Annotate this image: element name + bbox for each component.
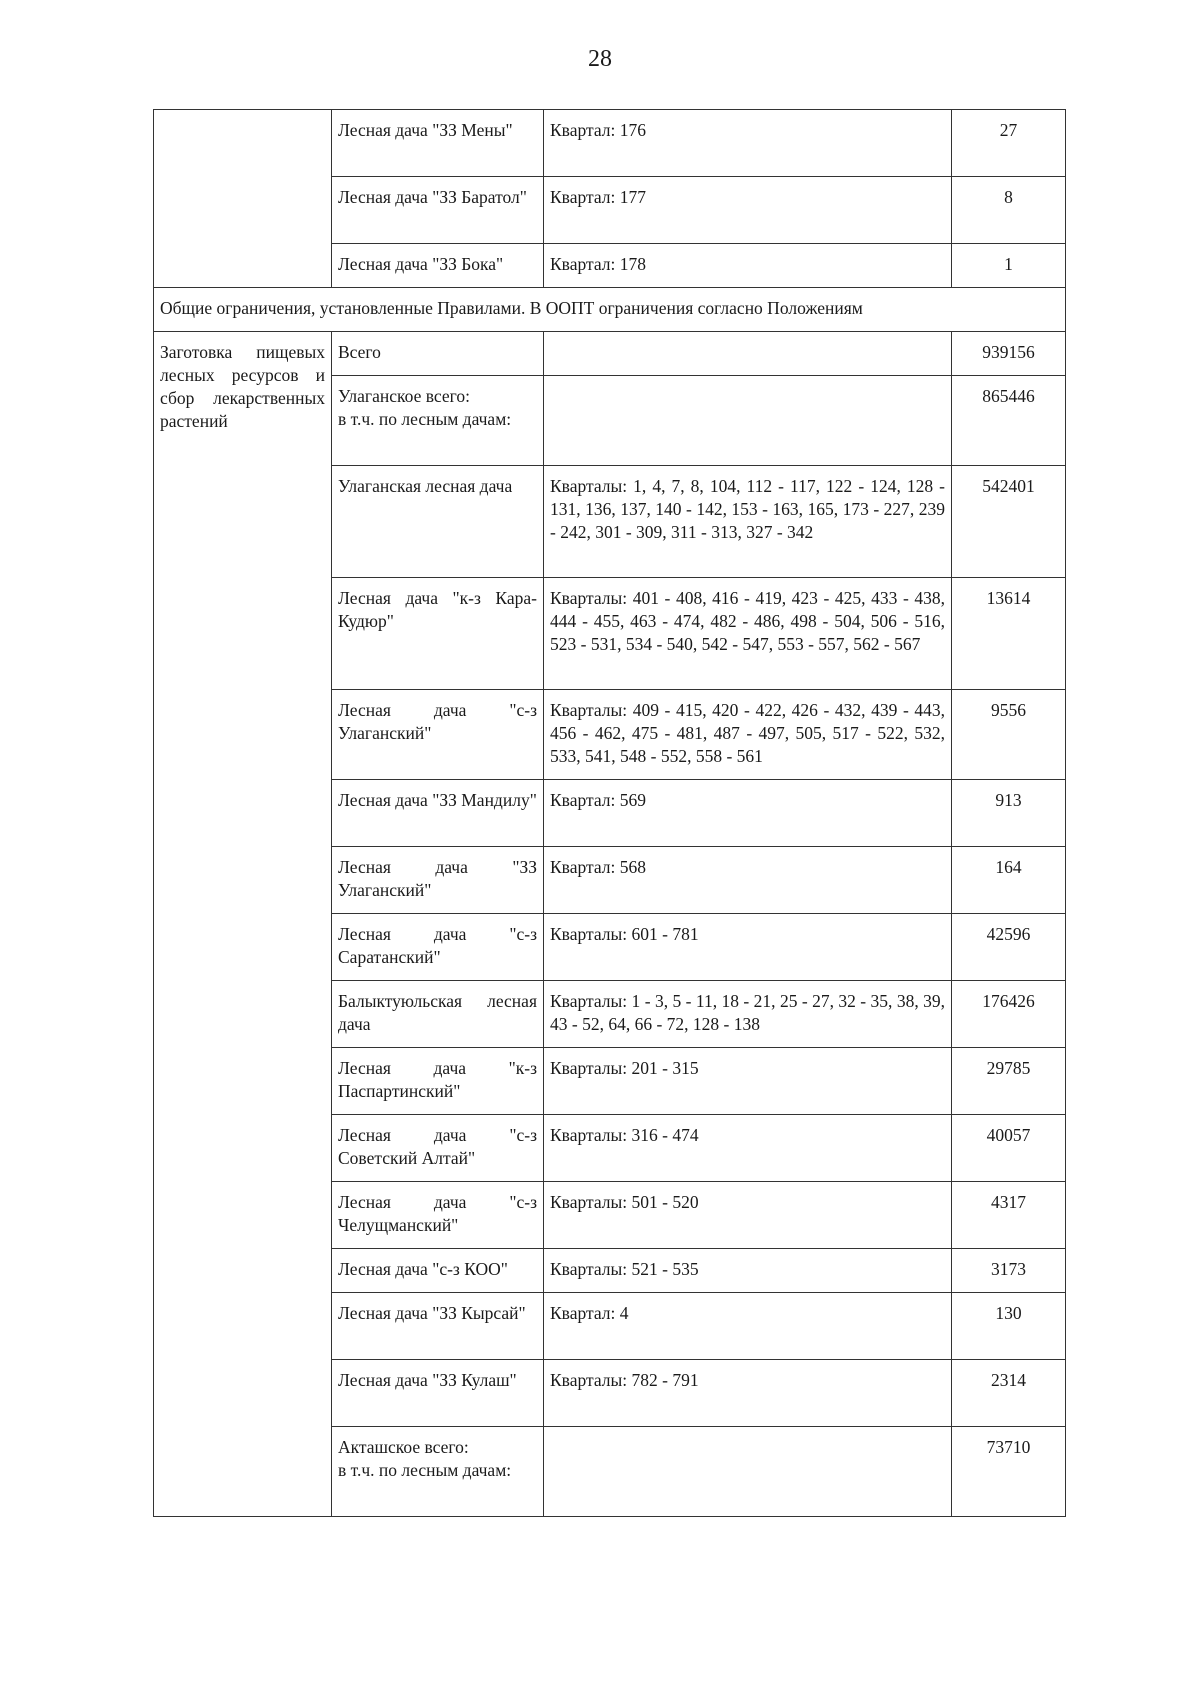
quarters-cell: Кварталы: 201 - 315 [544, 1048, 952, 1115]
table-body [154, 110, 1066, 1517]
quarters-cell: Кварталы: 601 - 781 [544, 914, 952, 981]
area-value-cell: 2314 [952, 1360, 1066, 1427]
general-note-row [154, 288, 1066, 332]
forest-name-cell: Лесная дача "ЗЗ Мандилу" [332, 780, 544, 847]
area-value-cell: 13614 [952, 578, 1066, 690]
area-value-cell: 29785 [952, 1048, 1066, 1115]
area-value-cell: 27 [952, 110, 1066, 177]
area-value-cell: 73710 [952, 1427, 1066, 1517]
area-value-cell: 40057 [952, 1115, 1066, 1182]
quarters-cell [544, 1427, 952, 1517]
forest-name-cell: Улаганская лесная дача [332, 466, 544, 578]
forest-name-cell: Лесная дача "к-з Кара-Кудюр" [332, 578, 544, 690]
continued-activity-cell [154, 110, 332, 288]
forest-name-cell: Балыктуюльская лесная дача [332, 981, 544, 1048]
area-value-cell: 130 [952, 1293, 1066, 1360]
table-row [154, 332, 1066, 376]
forest-name-cell: Лесная дача "с-з Улаганский" [332, 690, 544, 780]
area-value-cell: 542401 [952, 466, 1066, 578]
quarters-cell: Кварталы: 521 - 535 [544, 1249, 952, 1293]
area-value-cell: 8 [952, 177, 1066, 244]
forest-name-cell: Лесная дача "с-з КОО" [332, 1249, 544, 1293]
area-value-cell: 164 [952, 847, 1066, 914]
area-value-cell: 176426 [952, 981, 1066, 1048]
quarters-cell: Кварталы: 409 - 415, 420 - 422, 426 - 432, 439 - 443, 456 - 462, 475 - 481, 487 - 497, 505, 517 - 522, 532, 533, 541, 548 - 552, 558 - 561 [544, 690, 952, 780]
forest-name-cell: Лесная дача "ЗЗ Улаганский" [332, 847, 544, 914]
quarters-cell: Квартал: 177 [544, 177, 952, 244]
area-value-cell: 42596 [952, 914, 1066, 981]
forest-name-cell: Акташское всего: в т.ч. по лесным дачам: [332, 1427, 544, 1517]
quarters-cell: Квартал: 568 [544, 847, 952, 914]
quarters-cell [544, 376, 952, 466]
forest-name-cell: Улаганское всего: в т.ч. по лесным дачам: [332, 376, 544, 466]
forest-name-cell: Лесная дача "ЗЗ Баратол" [332, 177, 544, 244]
forest-name-cell: Лесная дача "ЗЗ Мены" [332, 110, 544, 177]
quarters-cell: Квартал: 176 [544, 110, 952, 177]
forest-name-cell: Лесная дача "к-з Паспартинский" [332, 1048, 544, 1115]
quarters-cell: Кварталы: 501 - 520 [544, 1182, 952, 1249]
quarters-cell: Квартал: 4 [544, 1293, 952, 1360]
forest-name-cell: Всего [332, 332, 544, 376]
area-value-cell: 3173 [952, 1249, 1066, 1293]
quarters-cell: Квартал: 178 [544, 244, 952, 288]
restrictions-table [153, 109, 1066, 1517]
quarters-cell: Кварталы: 316 - 474 [544, 1115, 952, 1182]
quarters-cell: Кварталы: 401 - 408, 416 - 419, 423 - 425, 433 - 438, 444 - 455, 463 - 474, 482 - 486, 498 - 504, 506 - 516, 523 - 531, 534 - 540, 542 - 547, 553 - 557, 562 - 567 [544, 578, 952, 690]
forest-name-cell: Лесная дача "с-з Саратанский" [332, 914, 544, 981]
forest-name-cell: Лесная дача "с-з Челущманский" [332, 1182, 544, 1249]
quarters-cell: Кварталы: 1 - 3, 5 - 11, 18 - 21, 25 - 27, 32 - 35, 38, 39, 43 - 52, 64, 66 - 72, 128 - 138 [544, 981, 952, 1048]
quarters-cell: Квартал: 569 [544, 780, 952, 847]
area-value-cell: 1 [952, 244, 1066, 288]
quarters-cell: Кварталы: 1, 4, 7, 8, 104, 112 - 117, 122 - 124, 128 - 131, 136, 137, 140 - 142, 153 - 163, 165, 173 - 227, 239 - 242, 301 - 309, 311 - 313, 327 - 342 [544, 466, 952, 578]
area-value-cell: 939156 [952, 332, 1066, 376]
area-value-cell: 865446 [952, 376, 1066, 466]
general-note: Общие ограничения, установленные Правилами. В ООПТ ограничения согласно Положениям [154, 288, 1066, 332]
quarters-cell: Кварталы: 782 - 791 [544, 1360, 952, 1427]
forest-name-cell: Лесная дача "ЗЗ Кырсай" [332, 1293, 544, 1360]
table-row [154, 110, 1066, 177]
page-number: 28 [588, 46, 612, 72]
forest-name-cell: Лесная дача "ЗЗ Кулаш" [332, 1360, 544, 1427]
area-value-cell: 913 [952, 780, 1066, 847]
forest-name-cell: Лесная дача "с-з Советский Алтай" [332, 1115, 544, 1182]
activity-type-cell: Заготовка пищевых лесных ресурсов и сбор лекарственных растений [154, 332, 332, 1517]
area-value-cell: 4317 [952, 1182, 1066, 1249]
forest-name-cell: Лесная дача "ЗЗ Бока" [332, 244, 544, 288]
area-value-cell: 9556 [952, 690, 1066, 780]
quarters-cell [544, 332, 952, 376]
